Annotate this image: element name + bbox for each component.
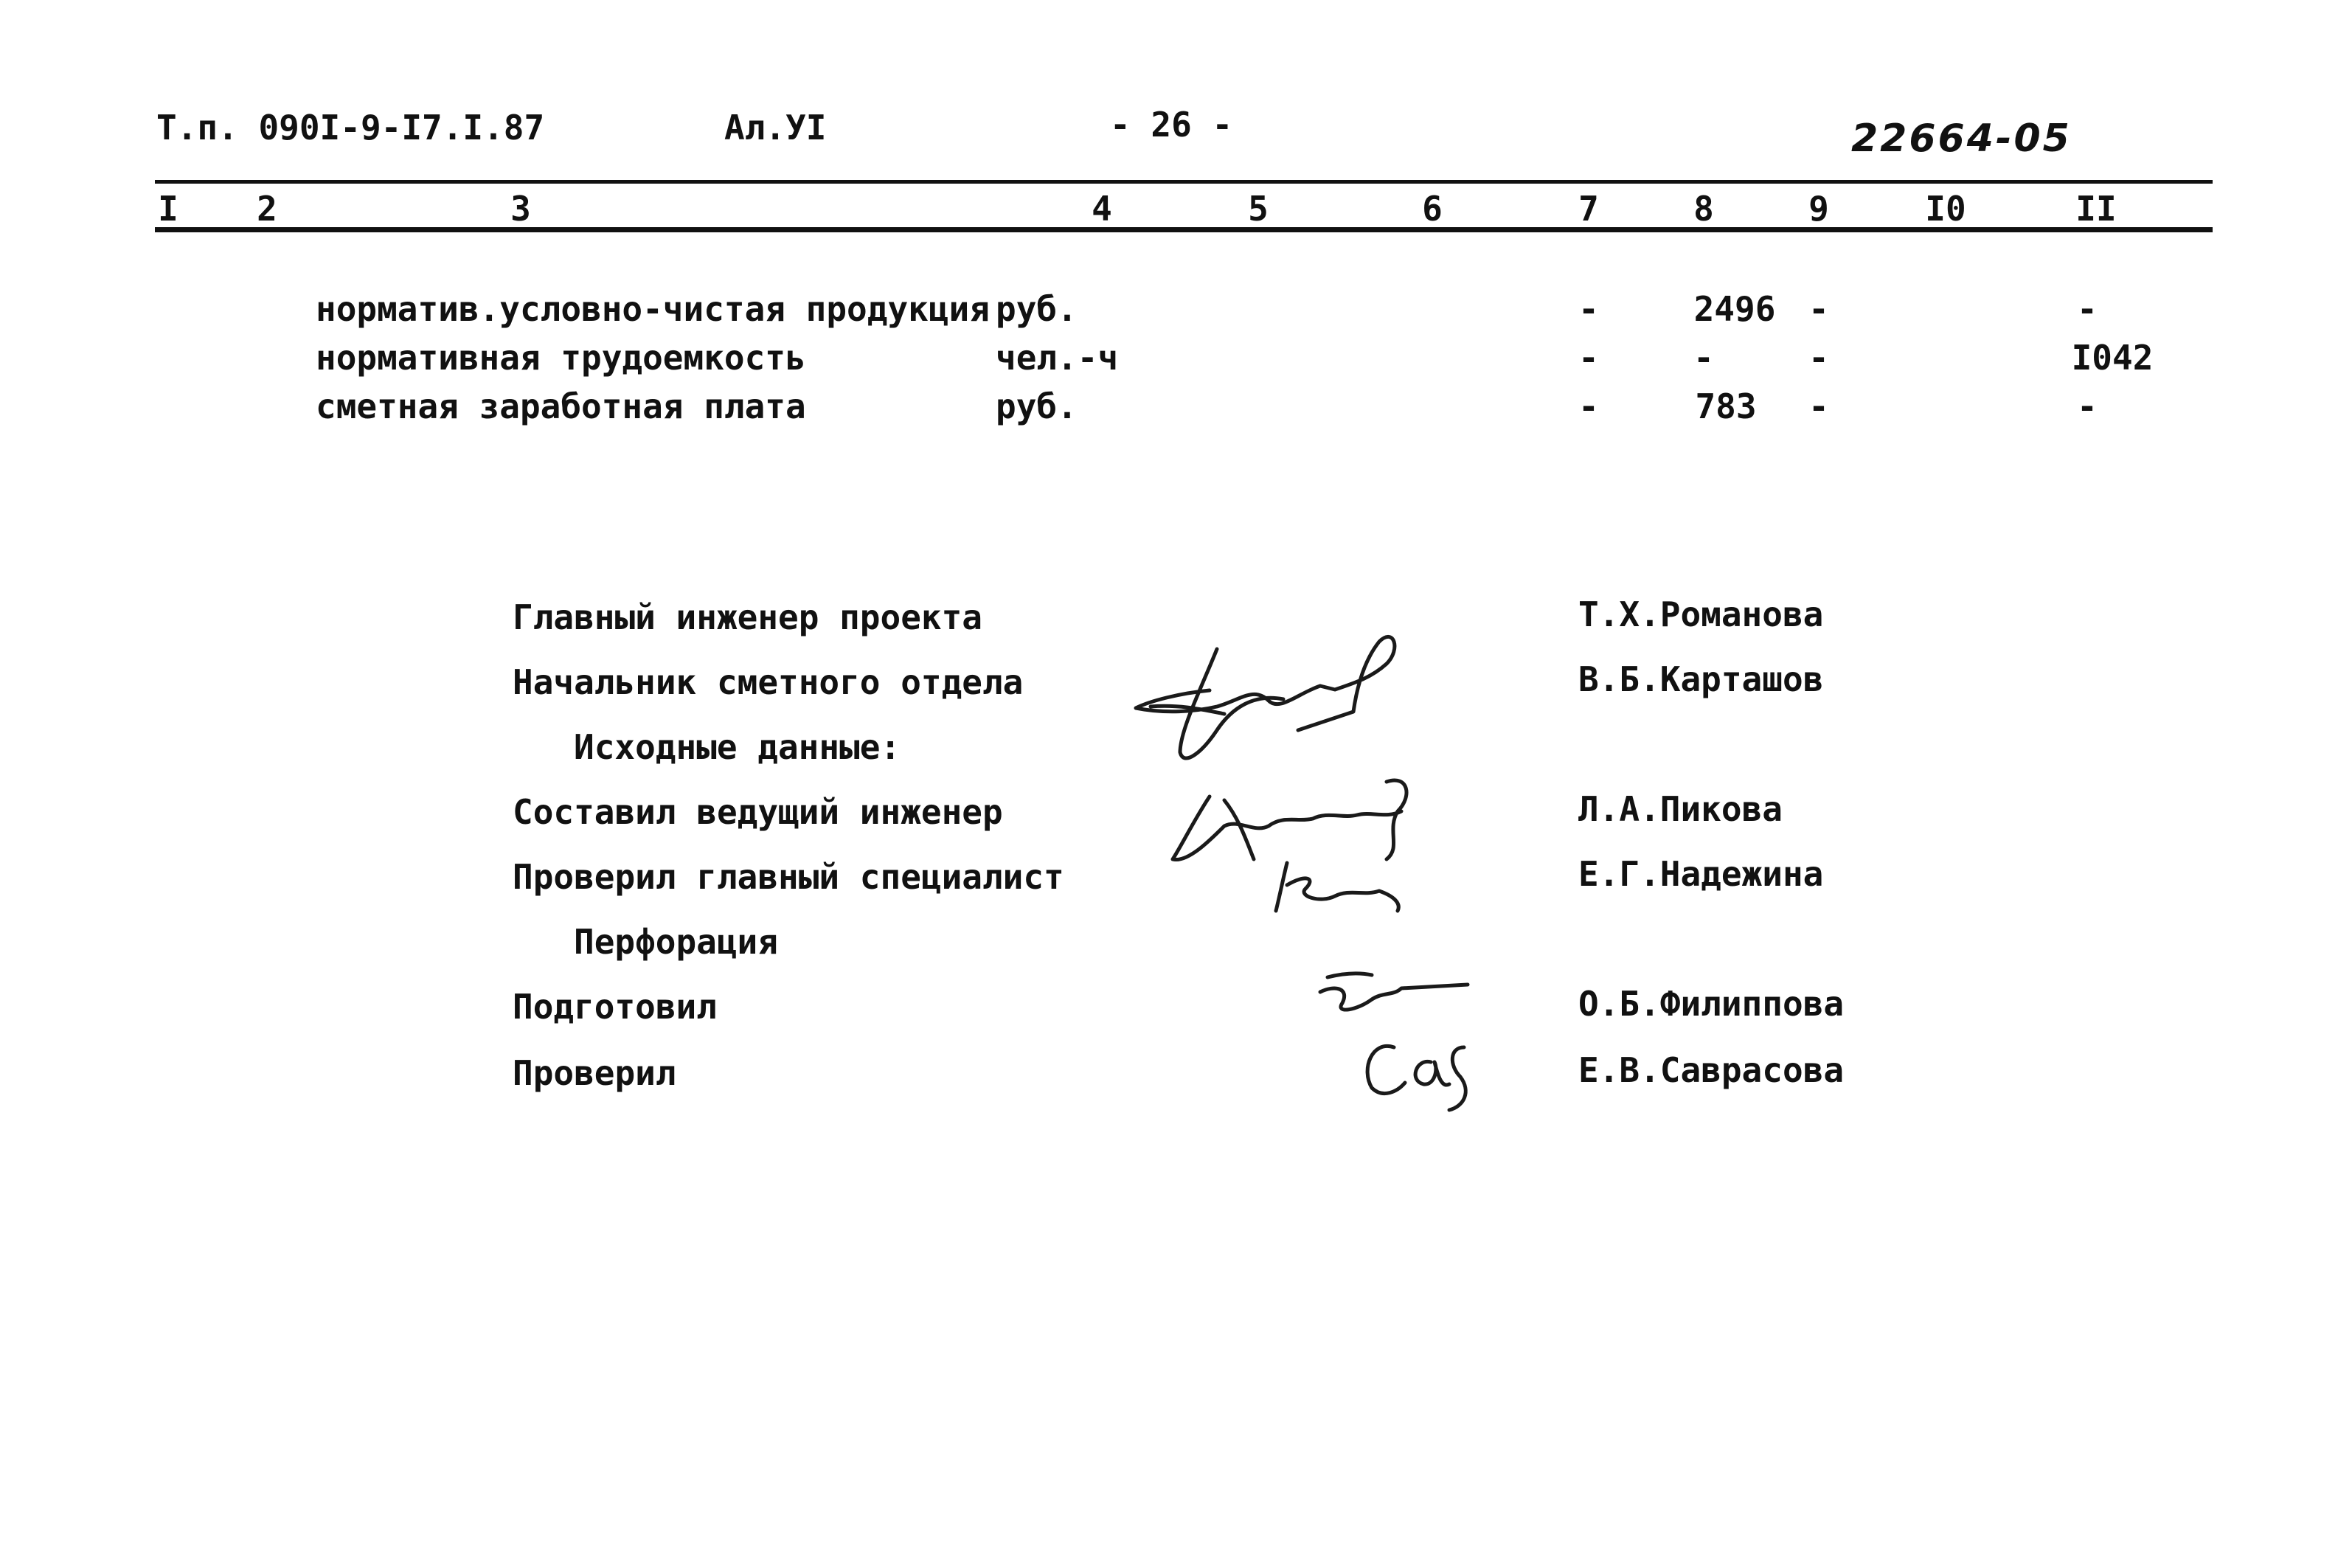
- document-code: Т.п. 090I-9-I7.I.87: [156, 108, 545, 148]
- table-header-rule: [155, 227, 2213, 232]
- row-name: сметная заработная плата: [316, 386, 806, 426]
- column-number-10: I0: [1925, 189, 1966, 229]
- row-col8: 783: [1695, 386, 1757, 426]
- row-col11: -: [2077, 289, 2098, 329]
- column-number-3: 3: [510, 189, 531, 229]
- role-chief-engineer: Главный инженер проекта: [513, 597, 982, 637]
- person-checked-by: Е.В.Саврасова: [1578, 1050, 1845, 1090]
- table-top-rule: [155, 180, 2213, 184]
- row-name: нормативная трудоемкость: [316, 338, 806, 378]
- row-col7: -: [1578, 289, 1599, 329]
- role-checked-by-specialist: Проверил главный специалист: [513, 857, 1064, 897]
- person-compiled-by: Л.А.Пикова: [1578, 789, 1783, 829]
- column-number-7: 7: [1578, 189, 1599, 229]
- person-prepared-by: О.Б.Филиппова: [1578, 984, 1845, 1024]
- row-col9: -: [1808, 338, 1829, 378]
- row-col9: -: [1808, 289, 1829, 329]
- row-unit: руб.: [996, 386, 1078, 426]
- column-number-9: 9: [1808, 189, 1829, 229]
- role-head-estimates: Начальник сметного отдела: [513, 662, 1024, 702]
- inventory-number: 22664-05: [1851, 117, 2072, 161]
- column-number-6: 6: [1422, 189, 1443, 229]
- column-number-4: 4: [1092, 189, 1112, 229]
- section-perforation: Перфорация: [574, 922, 778, 962]
- signature-checked-by: [1367, 1046, 1465, 1110]
- signature-compiled-by: [1173, 780, 1406, 860]
- signature-chief-engineer: [1136, 636, 1395, 758]
- role-compiled-by: Составил ведущий инженер: [513, 792, 1003, 832]
- row-col7: -: [1578, 386, 1599, 426]
- column-number-1: I: [158, 189, 178, 229]
- sheet-label: Ал.УI: [724, 108, 827, 148]
- column-number-2: 2: [257, 189, 277, 229]
- row-col8: -: [1693, 338, 1714, 378]
- person-head-estimates: В.Б.Карташов: [1578, 659, 1824, 699]
- signature-checked-by-specialist: [1276, 863, 1398, 911]
- person-chief-engineer: Т.Х.Романова: [1578, 594, 1824, 634]
- column-number-8: 8: [1693, 189, 1714, 229]
- row-col7: -: [1578, 338, 1599, 378]
- row-unit: чел.-ч: [996, 338, 1119, 378]
- role-checked-by: Проверил: [513, 1053, 676, 1093]
- row-name: норматив.условно-чистая продукция: [316, 289, 990, 329]
- section-source-data: Исходные данные:: [574, 727, 901, 767]
- row-col11: -: [2077, 386, 2098, 426]
- row-unit: руб.: [996, 289, 1078, 329]
- signature-prepared-by: [1320, 974, 1468, 1010]
- column-number-11: II: [2075, 189, 2117, 229]
- role-prepared-by: Подготовил: [513, 987, 717, 1027]
- row-col8: 2496: [1693, 289, 1776, 329]
- person-checked-by-specialist: Е.Г.Надежина: [1578, 854, 1824, 894]
- row-col11: I042: [2071, 338, 2154, 378]
- row-col9: -: [1808, 386, 1829, 426]
- page-number: - 26 -: [1110, 105, 1233, 145]
- column-number-5: 5: [1248, 189, 1269, 229]
